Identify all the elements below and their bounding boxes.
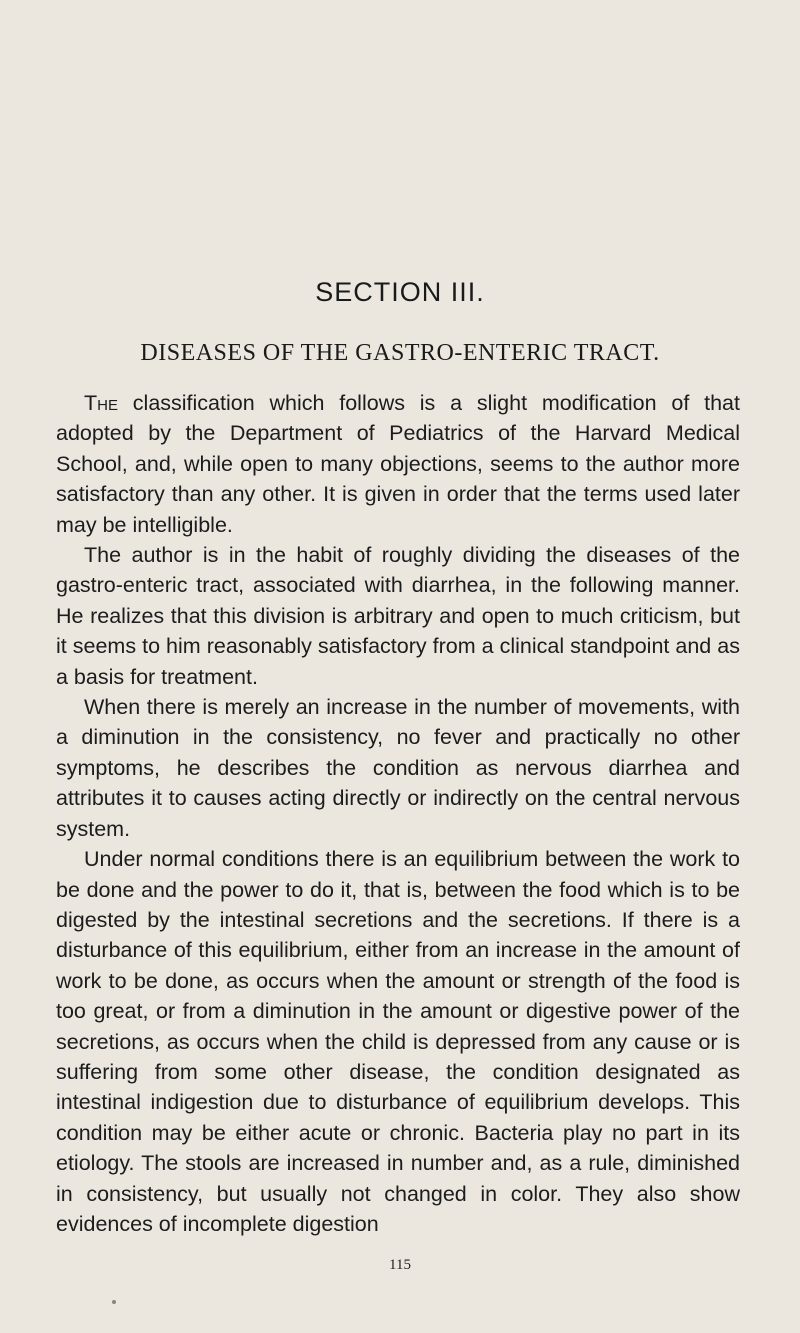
body-text	[56, 388, 740, 1239]
paper-speck	[112, 1300, 116, 1304]
paragraph-2: The author is in the habit of roughly dividing the diseases of the gastro-enteric tract, associated with diarrhea, in the following manner. He realizes that this division is arbitrary and open to much criticism, but it seems to him reasonably satisfactory from a clinical standpoint and as a basis for treatment.	[56, 543, 740, 689]
chapter-title: DISEASES OF THE GASTRO-ENTERIC TRACT.	[140, 340, 660, 366]
paragraph-1	[56, 388, 740, 540]
page-number: 115	[389, 1257, 411, 1273]
paragraph-1-text: classification which follows is a slight modification of that adopted by the Department of Pediatrics of the Harvard Medical School, and, while open to many objections, seems to the author more satisfactory than any other. It is given in order that the terms used later may be intelligible.	[56, 391, 740, 537]
paragraph-3: When there is merely an increase in the number of movements, with a diminution in the consistency, no fever and practically no other symptoms, he describes the condition as nervous diarrhea and attributes it to causes acting directly or indirectly on the central nervous system.	[56, 695, 740, 841]
section-heading: SECTION III.	[315, 277, 485, 307]
paragraph-lead-word: The	[84, 391, 118, 415]
paragraph-4: Under normal conditions there is an equilibrium between the work to be done and the power to do it, that is, between the food which is to be digested by the intestinal secretions and the secretions. If there is a disturbance of this equilibrium, either from an increase in the amount of work to be done, as occurs when the amount or strength of the food is too great, or from a diminution in the amount or digestive power of the secretions, as occurs when the child is depressed from any cause or is suffering from some other disease, the condition designated as intestinal indigestion due to disturbance of equilibrium develops. This condition may be either acute or chronic. Bacteria play no part in its etiology. The stools are increased in number and, as a rule, diminished in consistency, but usually not changed in color. They also show evidences of incomplete digestion	[56, 847, 740, 1236]
